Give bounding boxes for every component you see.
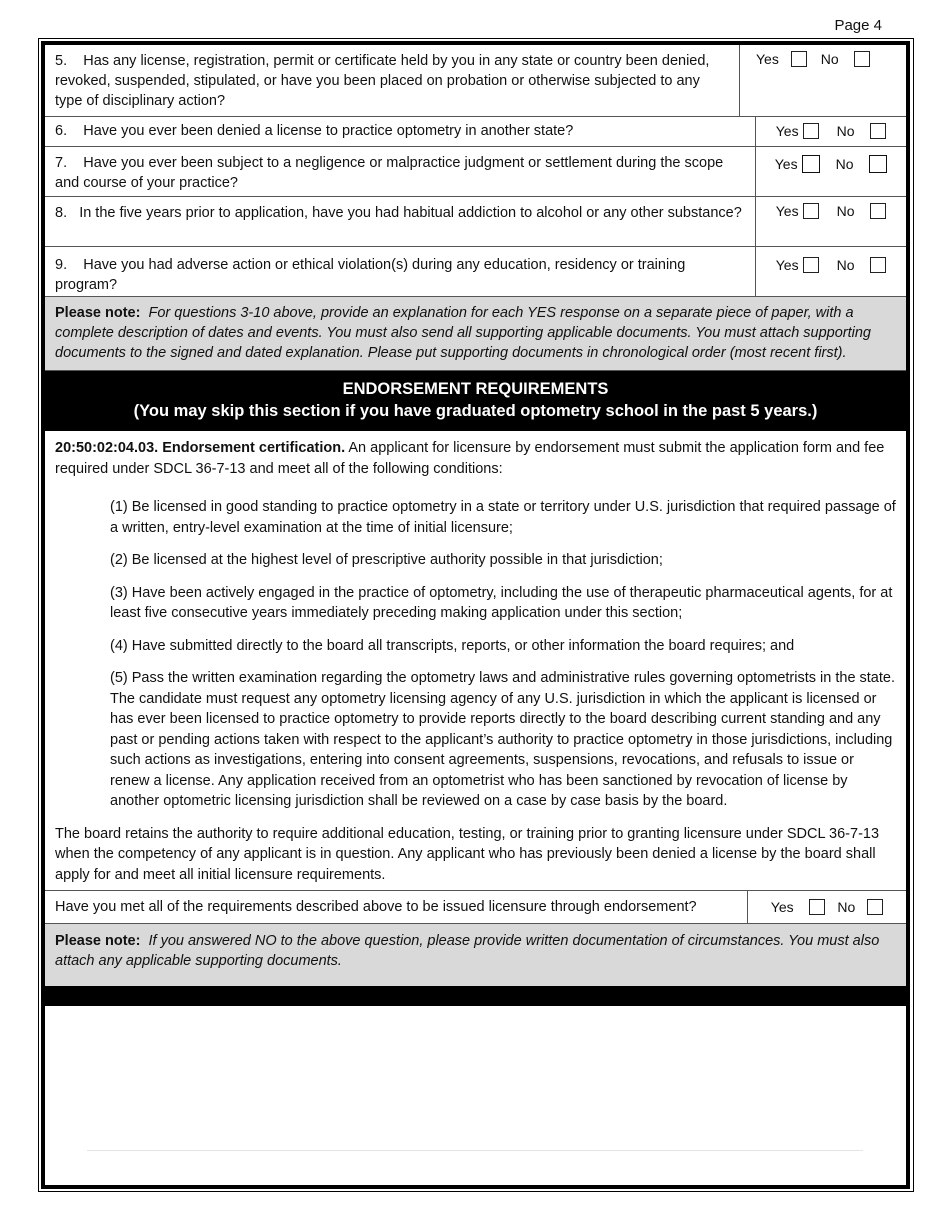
answer-group: [756, 197, 906, 246]
question-number: 5.: [55, 53, 68, 69]
section-subtitle: (You may skip this section if you have graduated optometry school in the past 5 years.): [133, 402, 818, 420]
yes-label: Yes: [756, 51, 779, 67]
yes-checkbox[interactable]: [802, 155, 820, 173]
faint-rule: [87, 1150, 863, 1151]
endorsement-question-text: Have you met all of the requirements described above to be issued licensure through endorsement?: [45, 891, 748, 923]
question-label: Have you had adverse action or ethical violation(s) during any education, residency or training program?: [55, 257, 686, 293]
answer-group: [756, 117, 906, 146]
question-label: Have you ever been subject to a negligence or malpractice judgment or settlement during the scope and course of your practice?: [55, 155, 724, 191]
no-label: No: [836, 203, 855, 219]
no-label: No: [835, 156, 854, 172]
section-divider-bar: [45, 986, 906, 1006]
intro-text: An applicant for licensure by endorsement must submit the application form and fee required under SDCL 36-7-13 and meet all of the following conditions:: [55, 440, 885, 477]
yes-checkbox[interactable]: [809, 899, 825, 915]
condition-1: (1) Be licensed in good standing to practice optometry in a state or territory under U.S. jurisdiction that required passage of a written, entry-level examination at the time of initial licensure;: [110, 499, 896, 536]
no-checkbox[interactable]: [870, 123, 886, 139]
endorsement-question-row: [45, 890, 906, 924]
no-checkbox[interactable]: [870, 203, 886, 219]
question-text: [45, 247, 756, 296]
answer-group: [756, 247, 906, 296]
no-label: No: [820, 51, 839, 67]
endorsement-header: [45, 371, 906, 431]
please-note-explanations: [45, 297, 906, 371]
answer-group: [748, 891, 906, 923]
no-checkbox[interactable]: [867, 899, 883, 915]
no-checkbox[interactable]: [854, 51, 870, 67]
note-label: Please note:: [55, 933, 141, 949]
question-number: 8.: [55, 205, 68, 221]
question-label: Has any license, registration, permit or certificate held by you in any state or country been denied, revoked, suspended, stipulated, or have you been placed on probation or otherwise subjected to any type of disciplinary action?: [55, 53, 710, 109]
question-text: [45, 45, 740, 116]
question-text: [45, 197, 756, 246]
question-number: 9.: [55, 257, 68, 273]
yes-label: Yes: [774, 156, 798, 172]
no-checkbox[interactable]: [870, 257, 886, 273]
note-text: For questions 3-10 above, provide an explanation for each YES response on a separate piece of paper, with a complete description of dates and events. You must also send all supporting applicable documents. You must attach supporting documents to the signed and dated explanation. Please put supporting documents in chronological order (most recent first).: [55, 305, 872, 361]
rule-reference: 20:50:02:04.03. Endorsement certification.: [55, 440, 346, 456]
answer-group: [756, 147, 906, 196]
yes-checkbox[interactable]: [791, 51, 807, 67]
endorsement-intro: [45, 431, 906, 485]
yes-checkbox[interactable]: [803, 203, 819, 219]
yes-label: Yes: [775, 257, 799, 273]
section-title: ENDORSEMENT REQUIREMENTS: [342, 380, 609, 398]
question-row-9: [45, 247, 906, 297]
question-label: In the five years prior to application, have you had habitual addiction to alcohol or any other substance?: [79, 205, 742, 221]
condition-2: (2) Be licensed at the highest level of prescriptive authority possible in that jurisdiction;: [110, 552, 663, 568]
answer-group: [740, 45, 906, 116]
question-text: [45, 147, 756, 196]
yes-label: Yes: [770, 899, 794, 915]
question-text: [45, 117, 756, 146]
page-number: Page 4: [834, 17, 882, 34]
note-text: If you answered NO to the above question, please provide written documentation of circumstances. You must also attach any applicable supporting documents.: [55, 933, 880, 969]
question-row-6: [45, 117, 906, 147]
yes-label: Yes: [775, 203, 799, 219]
no-checkbox[interactable]: [869, 155, 887, 173]
question-row-7: [45, 147, 906, 197]
note-label: Please note:: [55, 305, 141, 321]
question-label: Have you ever been denied a license to practice optometry in another state?: [83, 123, 574, 139]
no-label: No: [836, 257, 855, 273]
closing-paragraph: The board retains the authority to require additional education, testing, or training prior to granting licensure under SDCL 36-7-13 when the competency of any applicant is in question. Any applicant who has previously been denied a license by the board shall apply for and meet all initial licensure requirements.: [55, 825, 880, 883]
no-label: No: [837, 899, 856, 915]
question-number: 7.: [55, 155, 68, 171]
condition-4: (4) Have submitted directly to the board all transcripts, reports, or other information the board requires; and: [110, 637, 795, 654]
condition-5: (5) Pass the written examination regarding the optometry laws and administrative rules governing optometrists in the state. The candidate must request any optometry licensing agency of any U.S. jurisdiction in which the applicant is licensed or has ever been licensed to practice optometry to provide reports directly to the board describing current standing and any past or pending actions taken with respect to the applicant’s authority to practice optometry in those jurisdictions, including such actions as investigations, entering into consent agreements, suspensions, revocations, and refusals to issue or renew a license. Any application received from an optometrist who has been sanctioned by revocation of license by another optometric licensing jurisdiction shall be reviewed on a case by case basis by the board.: [110, 670, 895, 809]
question-row-5: [45, 45, 906, 117]
question-row-8: [45, 197, 906, 247]
please-note-documentation: [45, 924, 906, 986]
condition-3: (3) Have been actively engaged in the practice of optometry, including the use of therapeutic pharmaceutical agents, for at least five consecutive years immediately preceding making application under this section;: [110, 584, 893, 621]
question-number: 6.: [55, 123, 68, 139]
yes-checkbox[interactable]: [803, 123, 819, 139]
yes-label: Yes: [775, 123, 799, 139]
no-label: No: [836, 123, 855, 139]
form-content: [45, 45, 906, 1006]
yes-checkbox[interactable]: [803, 257, 819, 273]
